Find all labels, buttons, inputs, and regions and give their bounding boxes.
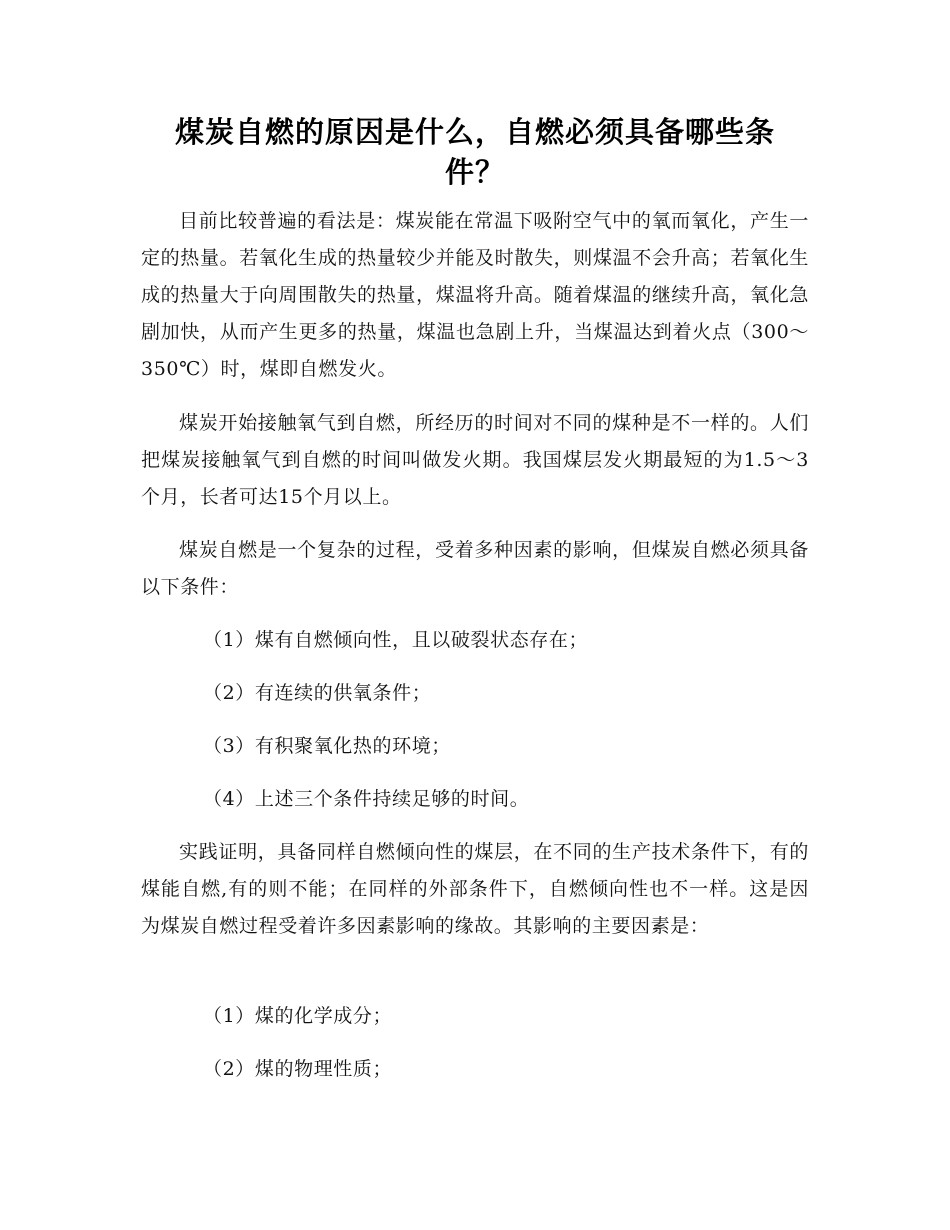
condition-item-2: （2）有连续的供氧条件； xyxy=(203,682,432,704)
condition-item-3: （3）有积聚氧化热的环境； xyxy=(203,735,451,757)
paragraph-mechanism: 目前比较普遍的看法是：煤炭能在常温下吸附空气中的氧而氧化，产生一定的热量。若氧化生成的热量较少并能及时散失，则煤温不会升高；若氧化生成的热量大于向周围散失的热量，煤温将升高。随着煤温的继续升高，氧化急剧加快，从而产生更多的热量，煤温也急剧上升，当煤温达到着火点（300～350℃）时，煤即自燃发火。 xyxy=(141,210,809,380)
condition-item-1: （1）煤有自燃倾向性，且以破裂状态存在； xyxy=(203,629,589,651)
paragraph-practice: 实践证明，具备同样自燃倾向性的煤层，在不同的生产技术条件下，有的煤能自燃,有的则不能；在同样的外部条件下，自燃倾向性也不一样。这是因为煤炭自燃过程受着许多因素影响的缘故。其影响的主要因素是： xyxy=(141,841,809,937)
paragraph-ignition-period: 煤炭开始接触氧气到自燃，所经历的时间对不同的煤种是不一样的。人们把煤炭接触氧气到自燃的时间叫做发火期。我国煤层发火期最短的为1.5～3个月，长者可达15个月以上。 xyxy=(141,412,809,508)
factor-item-2: （2）煤的物理性质； xyxy=(203,1058,393,1080)
factor-item-1: （1）煤的化学成分； xyxy=(203,1005,393,1027)
paragraph-conditions-intro: 煤炭自燃是一个复杂的过程，受着多种因素的影响，但煤炭自燃必须具备以下条件： xyxy=(141,539,809,598)
condition-item-4: （4）上述三个条件持续足够的时间。 xyxy=(203,788,530,810)
document-title: 煤炭自燃的原因是什么，自燃必须具备哪些条件？ xyxy=(174,115,775,189)
